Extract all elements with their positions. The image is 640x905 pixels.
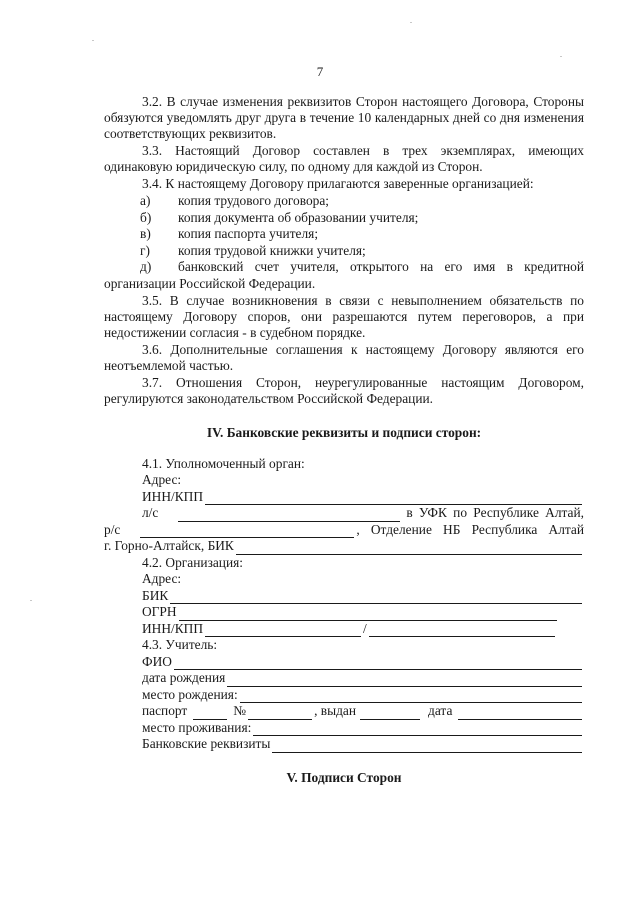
- org-bik-field[interactable]: [170, 592, 582, 604]
- inn-kpp-row: ИНН/КПП: [142, 489, 584, 506]
- residence-field[interactable]: [253, 724, 582, 736]
- clause-3-6: 3.6. Дополнительные соглашения к настоящему Договору являются его неотъемлемой частью.: [104, 341, 584, 373]
- address-label: Адрес:: [142, 571, 182, 586]
- settlement-account-row: р/с , Отделение НБ Республика Алтай: [104, 521, 584, 537]
- org-4-1-label: 4.1. Уполномоченный орган:: [142, 455, 305, 471]
- bank-details-field[interactable]: [272, 741, 582, 753]
- list-item: д) банковский счет учителя, открытого на его имя в кредитной: [140, 259, 584, 274]
- residence-row: место проживания:: [142, 720, 584, 737]
- clause-3-3: 3.3. Настоящий Договор составлен в трех экземплярах, имеющих одинаковую юридическую силу, по одному для каждой из Сторон.: [104, 143, 584, 174]
- page-number: 7: [316, 64, 324, 79]
- list-item-continuation: организации Российской Федерации.: [104, 275, 316, 291]
- clause-3-5: 3.5. В случае возникновения в связи с невыполнением обязательств по настоящему Договору споров, они разрешаются путем переговоров, а при недостижении согласия - в судебном порядке.: [104, 292, 584, 340]
- account-field[interactable]: [178, 510, 400, 522]
- teacher-4-3-label: 4.3. Учитель:: [142, 637, 218, 652]
- document-body: [104, 94, 584, 786]
- org-bik-row: БИК: [142, 588, 584, 605]
- clause-3-2: 3.2. В случае изменения реквизитов Сторон настоящего Договора, Стороны обязуются уведомлять друг друга в течение 10 календарных дней со дня изменения соответствующих реквизитов.: [104, 94, 584, 141]
- birth-place-field[interactable]: [240, 691, 582, 703]
- passport-number-field[interactable]: [248, 708, 312, 720]
- passport-issued-field[interactable]: [360, 708, 420, 720]
- list-item: а) копия трудового договора;: [140, 193, 330, 208]
- birth-place-row: место рождения:: [142, 687, 584, 704]
- inn-kpp-field[interactable]: [205, 493, 582, 505]
- passport-date-field[interactable]: [458, 708, 582, 720]
- birth-date-field[interactable]: [227, 675, 582, 687]
- section-4-heading: IV. Банковские реквизиты и подписи сторон:: [206, 424, 482, 440]
- ogrn-field[interactable]: [179, 609, 557, 621]
- section-5-heading: V. Подписи Сторон: [286, 769, 402, 785]
- bank-details-row: Банковские реквизиты: [142, 736, 584, 753]
- bik-row: г. Горно-Алтайск, БИК: [104, 538, 584, 555]
- clause-3-7: 3.7. Отношения Сторон, неурегулированные настоящим Договором, регулируются законодательством Российской Федерации.: [104, 374, 584, 406]
- org-inn-kpp-row: ИНН/КПП /: [142, 621, 584, 638]
- list-item: б) копия документа об образовании учителя;: [140, 209, 419, 225]
- address-label: Адрес:: [142, 472, 182, 487]
- clause-3-4: 3.4. К настоящему Договору прилагаются заверенные организацией:: [142, 176, 534, 191]
- org-inn-field[interactable]: [205, 625, 361, 637]
- account-row: л/с в УФК по Республике Алтай,: [142, 505, 584, 520]
- settlement-account-field[interactable]: [140, 526, 354, 538]
- org-kpp-field[interactable]: [369, 625, 555, 637]
- birth-date-row: дата рождения: [142, 670, 584, 687]
- ogrn-row: ОГРН: [142, 604, 584, 621]
- fio-field[interactable]: [174, 658, 582, 670]
- passport-row: паспорт № , выдан дата: [142, 703, 584, 720]
- fio-row: ФИО: [142, 654, 584, 671]
- passport-series-field[interactable]: [193, 708, 227, 720]
- list-item: г) копия трудовой книжки учителя;: [140, 242, 366, 258]
- bik-field[interactable]: [236, 543, 582, 555]
- list-item: в) копия паспорта учителя;: [140, 226, 319, 241]
- org-4-2-label: 4.2. Организация:: [142, 554, 244, 570]
